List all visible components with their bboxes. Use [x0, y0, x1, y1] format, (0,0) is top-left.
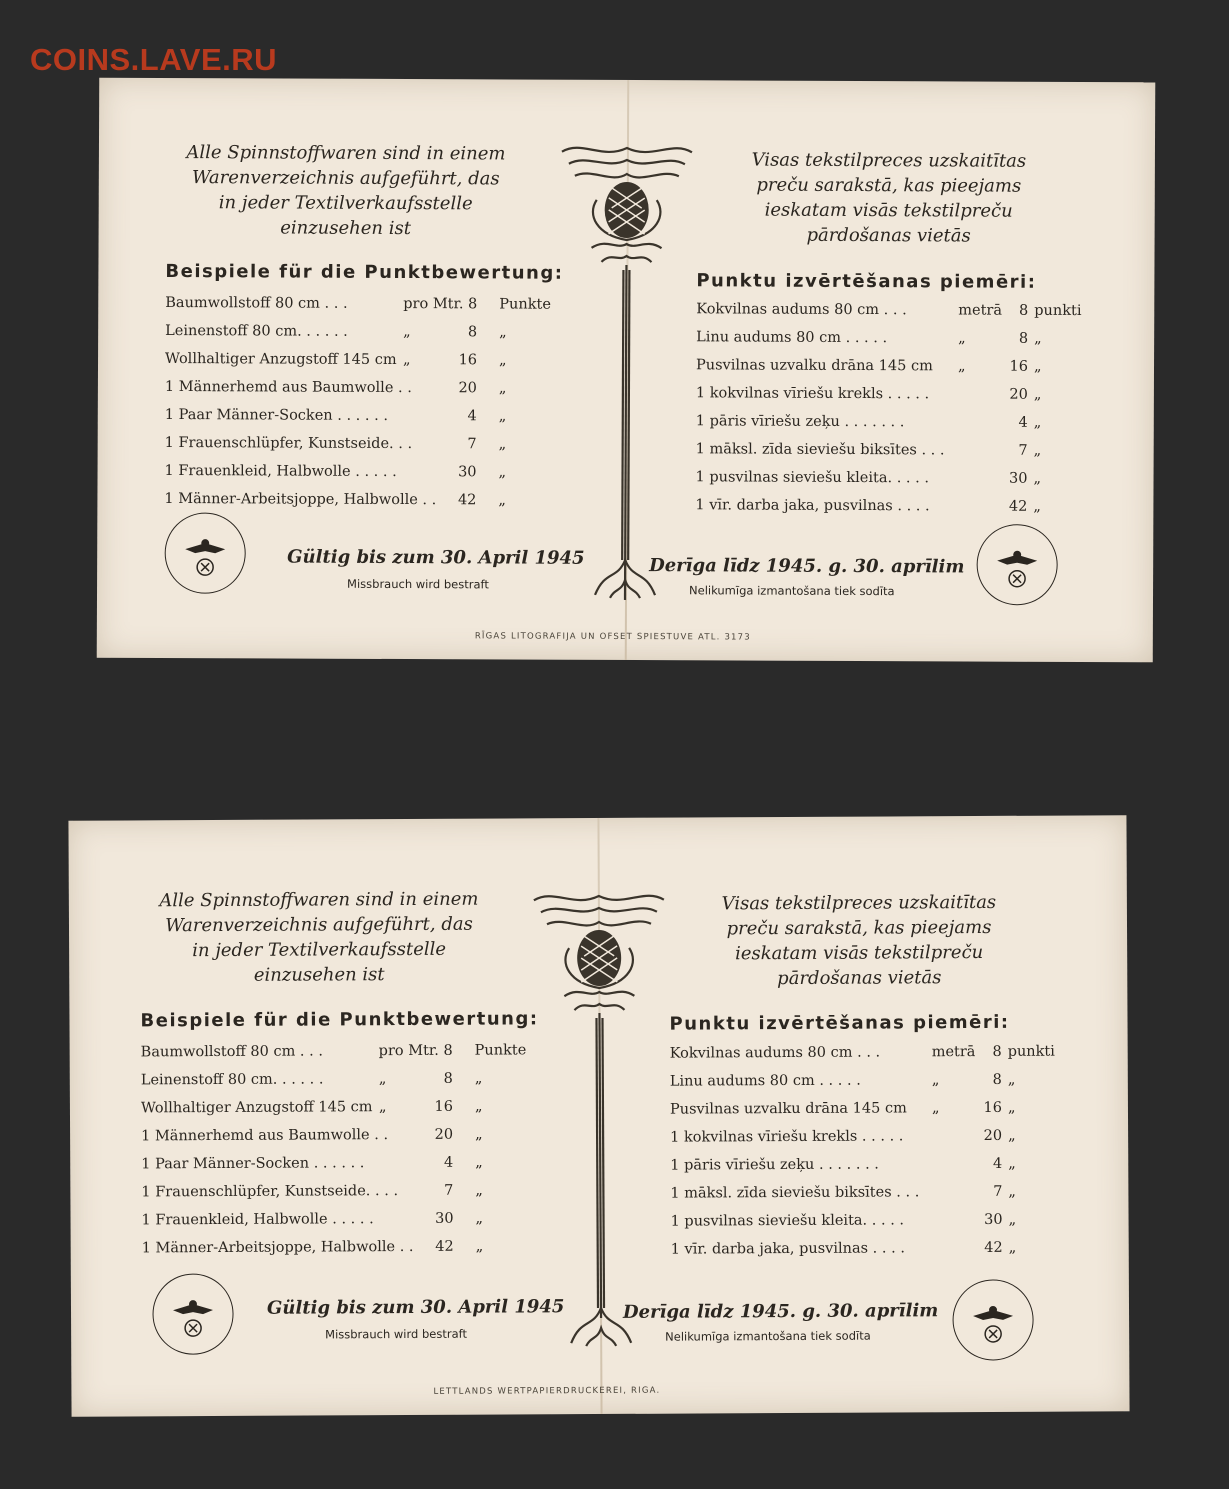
list-item [670, 1156, 1070, 1186]
list-item [165, 407, 565, 437]
item-name: Pusvilnas uzvalku drāna 145 cm [669, 1100, 907, 1118]
item-label: Punkte [474, 1042, 527, 1059]
item-unit: „ [403, 352, 411, 369]
item-label: „ [1033, 358, 1042, 375]
item-points: 4 [443, 1154, 454, 1171]
ornament-icon [555, 140, 697, 601]
intro-german [124, 886, 515, 988]
item-label: Punkte [499, 296, 551, 313]
list-item [141, 1154, 541, 1184]
item-name: 1 kokvilnas vīriešu krekls . . . . . [695, 385, 930, 403]
item-points: 20 [1009, 386, 1028, 403]
item-name: Kokvilnas audums 80 cm . . . [669, 1044, 881, 1062]
item-points: 30 [1009, 470, 1028, 487]
item-name: Kokvilnas audums 80 cm . . . [696, 301, 907, 319]
item-name: 1 Frauenkleid, Halbwolle . . . . . [164, 462, 397, 481]
item-unit: „ [931, 1100, 940, 1117]
item-points: 30 [458, 464, 477, 481]
item-label: „ [475, 1126, 483, 1143]
item-name: Pusvilnas uzvalku drāna 145 cm [695, 357, 933, 375]
item-label: „ [474, 1098, 483, 1115]
list-item [696, 385, 1096, 415]
item-label: „ [1007, 1099, 1016, 1116]
points-list-latvian [670, 1044, 1071, 1270]
intro-line: einzusehen ist [280, 217, 412, 240]
list-item [696, 357, 1096, 387]
intro-line: Warenverzeichnis aufgeführt, das [165, 913, 473, 937]
item-points: 30 [984, 1211, 1003, 1228]
list-item [141, 1098, 541, 1128]
item-name: 1 Frauenschlüpfer, Kunstseide. . . . [141, 1183, 399, 1201]
item-label: „ [475, 1210, 484, 1227]
eagle-stamp-latvian [951, 1278, 1035, 1362]
printer-imprint: RĪGAS LITOGRAFIJA UN OFSET SPIESTUVE ATL. 3173 [474, 631, 751, 643]
item-name: 1 Männer-Arbeitsjoppe, Halbwolle . . [164, 490, 437, 509]
item-name: 1 Männerhemd aus Baumwolle . . [141, 1127, 389, 1145]
intro-line: Visas tekstilpreces uzskaitītas [751, 149, 1027, 172]
item-name: 1 pusvilnas sieviešu kleita. . . . . [695, 469, 930, 487]
item-name: 1 Paar Männer-Socken . . . . . . [141, 1155, 365, 1173]
item-points: 42 [1008, 498, 1028, 515]
list-item [165, 351, 565, 381]
item-unit: pro Mtr. [378, 1042, 439, 1060]
intro-line: preču sarakstā, kas pieejams [756, 174, 1022, 197]
list-item [141, 1126, 541, 1156]
item-name: Leinenstoff 80 cm. . . . . . [165, 322, 348, 340]
item-points: 8 [1018, 330, 1029, 347]
validity-latvian: Derīga līdz 1945. g. 30. aprīlim [649, 555, 965, 578]
item-unit: „ [957, 358, 966, 375]
item-name: Wollhaltiger Anzugstoff 145 cm [165, 350, 397, 368]
item-label: „ [1033, 414, 1042, 431]
list-item [165, 323, 565, 353]
item-name: 1 pāris vīriešu zeķu . . . . . . . [670, 1156, 879, 1174]
intro-line: pārdošanas vietās [777, 967, 942, 990]
list-item [671, 1212, 1071, 1242]
item-points: 4 [1018, 414, 1028, 431]
item-label: „ [498, 408, 507, 425]
item-label: „ [1033, 498, 1041, 515]
penalty-note-latvian: Nelikumīga izmantošana tiek sodīta [665, 1328, 871, 1344]
list-item [141, 1210, 541, 1240]
item-label: „ [499, 324, 507, 341]
item-points: 7 [444, 1182, 454, 1199]
item-points: 20 [983, 1127, 1003, 1144]
item-name: 1 Männerhemd aus Baumwolle . . [164, 378, 412, 397]
item-name: 1 vīr. darba jaka, pusvilnas . . . . [695, 497, 930, 515]
eagle-stamp-latvian [975, 523, 1059, 607]
item-points: 8 [468, 296, 478, 313]
item-label: „ [498, 380, 507, 397]
item-points: 8 [1018, 302, 1029, 319]
item-label: „ [474, 1070, 483, 1087]
watermark-text: COINS.LAVE.RU [30, 42, 278, 77]
item-label: „ [1034, 330, 1042, 347]
item-label: „ [475, 1154, 483, 1171]
item-name: 1 Paar Männer-Socken . . . . . . [164, 406, 388, 424]
ornament-icon [529, 888, 671, 1349]
heading-german: Beispiele für die Punktbewertung: [140, 1008, 539, 1032]
points-list-german [141, 1042, 542, 1268]
heading-latvian: Punktu izvērtēšanas piemēri: [669, 1011, 1010, 1035]
list-item [670, 1128, 1070, 1158]
item-points: 30 [435, 1210, 454, 1227]
ration-card-bottom [68, 815, 1129, 1417]
item-points: 8 [992, 1043, 1002, 1060]
item-unit: metrā [931, 1044, 976, 1061]
intro-line: einzusehen ist [253, 964, 385, 986]
item-name: 1 pusvilnas sieviešu kleita. . . . . [670, 1212, 905, 1230]
intro-line: in jeder Textilverkaufsstelle [192, 938, 447, 962]
intro-latvian [669, 890, 1050, 992]
item-points: 4 [992, 1155, 1003, 1172]
item-points: 4 [467, 408, 477, 425]
heading-german: Beispiele für die Punktbewertung: [165, 260, 564, 284]
item-unit: „ [378, 1071, 387, 1088]
penalty-note-latvian: Nelikumīga izmantošana tiek sodīta [689, 583, 895, 599]
item-label: „ [1008, 1127, 1016, 1144]
intro-line: ieskatam visās tekstilpreču [764, 199, 1013, 222]
item-label: „ [1033, 442, 1042, 459]
intro-line: Visas tekstilpreces uzskaitītas [721, 891, 997, 915]
list-item [670, 1044, 1070, 1074]
item-points: 20 [434, 1126, 454, 1143]
list-item [670, 1100, 1070, 1130]
list-item [165, 295, 565, 325]
item-label: „ [498, 492, 506, 509]
item-unit: pro Mtr. [403, 296, 464, 313]
item-label: „ [1033, 386, 1042, 403]
item-label: „ [1033, 470, 1042, 487]
intro-line: pārdošanas vietās [806, 224, 971, 247]
item-label: „ [475, 1182, 483, 1199]
item-name: 1 vīr. darba jaka, pusvilnas . . . . [670, 1240, 905, 1258]
item-points: 42 [457, 492, 477, 509]
item-label: punkti [1007, 1043, 1055, 1060]
list-item [142, 1238, 542, 1268]
item-points: 16 [1009, 358, 1029, 375]
item-label: „ [1008, 1211, 1017, 1228]
item-label: „ [1008, 1155, 1016, 1172]
item-points: 16 [434, 1098, 453, 1115]
list-item [141, 1042, 541, 1072]
item-name: Baumwollstoff 80 cm . . . [165, 294, 348, 312]
item-label: „ [1008, 1239, 1017, 1256]
item-name: Leinenstoff 80 cm. . . . . . [140, 1071, 324, 1089]
item-label: „ [498, 436, 507, 453]
item-label: „ [1008, 1183, 1016, 1200]
item-name: 1 kokvilnas vīriešu krekls . . . . . [670, 1128, 904, 1146]
item-unit: metrā [958, 302, 1003, 319]
item-name: 1 Männer-Arbeitsjoppe, Halbwolle . . [141, 1238, 414, 1257]
intro-line: preču sarakstā, kas pieejams [726, 916, 992, 940]
penalty-note-german: Missbrauch wird bestraft [325, 1326, 468, 1342]
list-item [141, 1182, 541, 1212]
item-points: 8 [467, 324, 478, 341]
item-name: Wollhaltiger Anzugstoff 145 cm [140, 1099, 373, 1117]
printer-imprint: LETTLANDS WERTPAPIERDRUCKEREI, RIGA. [433, 1385, 661, 1397]
item-points: 8 [443, 1070, 453, 1087]
list-item [670, 1184, 1070, 1214]
item-points: 8 [443, 1042, 453, 1059]
item-name: 1 Frauenkleid, Halbwolle . . . . . [141, 1211, 374, 1229]
item-name: 1 Frauenschlüpfer, Kunstseide. . . [164, 434, 413, 453]
item-points: 42 [984, 1239, 1003, 1256]
item-label: „ [498, 464, 507, 481]
intro-german [151, 140, 541, 242]
list-item [696, 301, 1096, 331]
list-item [671, 1240, 1071, 1270]
item-unit: „ [931, 1072, 940, 1089]
item-points: 16 [983, 1099, 1003, 1116]
points-list-german [164, 295, 565, 521]
item-label: „ [1007, 1071, 1016, 1088]
item-unit: „ [403, 324, 411, 341]
item-name: Linu audums 80 cm . . . . . [669, 1072, 861, 1090]
item-label: punkti [1034, 302, 1082, 319]
intro-latvian [699, 147, 1079, 249]
list-item [696, 413, 1096, 443]
item-name: 1 māksl. zīda sieviešu biksītes . . . [695, 441, 945, 459]
item-points: 42 [435, 1238, 454, 1255]
item-points: 7 [993, 1183, 1003, 1200]
item-unit: „ [958, 330, 966, 347]
item-name: Linu audums 80 cm . . . . . [696, 329, 888, 347]
item-points: 16 [458, 352, 478, 369]
list-item [164, 463, 564, 493]
eagle-stamp-german [163, 511, 247, 595]
validity-german: Gültig bis zum 30. April 1945 [287, 546, 585, 569]
intro-line: Warenverzeichnis aufgeführt, das [191, 167, 500, 190]
list-item [695, 469, 1095, 499]
intro-line: Alle Spinnstoffwaren sind in einem [186, 142, 506, 165]
list-item [141, 1070, 541, 1100]
intro-line: Alle Spinnstoffwaren sind in einem [159, 888, 479, 912]
item-points: 20 [458, 380, 477, 397]
list-item [696, 329, 1096, 359]
validity-german: Gültig bis zum 30. April 1945 [266, 1296, 565, 1319]
list-item [165, 379, 565, 409]
item-name: Baumwollstoff 80 cm . . . [140, 1043, 324, 1061]
list-item [165, 435, 565, 465]
points-list-latvian [695, 301, 1096, 527]
item-name: 1 māksl. zīda sieviešu biksītes . . . [670, 1184, 920, 1202]
intro-line: ieskatam visās tekstilpreču [735, 941, 984, 965]
item-points: 7 [467, 436, 477, 453]
list-item [670, 1072, 1070, 1102]
list-item [696, 441, 1096, 471]
item-label: „ [499, 352, 507, 369]
eagle-stamp-german [151, 1272, 235, 1356]
item-points: 8 [992, 1071, 1002, 1088]
ration-card-top [97, 78, 1156, 663]
item-label: „ [475, 1238, 484, 1255]
penalty-note-german: Missbrauch wird bestraft [347, 576, 489, 592]
item-unit: „ [378, 1099, 387, 1116]
heading-latvian: Punktu izvērtēšanas piemēri: [696, 270, 1037, 293]
intro-line: in jeder Textilverkaufsstelle [218, 192, 473, 215]
item-name: 1 pāris vīriešu zeķu . . . . . . . [695, 413, 905, 431]
item-points: 7 [1018, 442, 1028, 459]
validity-latvian: Derīga līdz 1945. g. 30. aprīlim [622, 1300, 939, 1323]
